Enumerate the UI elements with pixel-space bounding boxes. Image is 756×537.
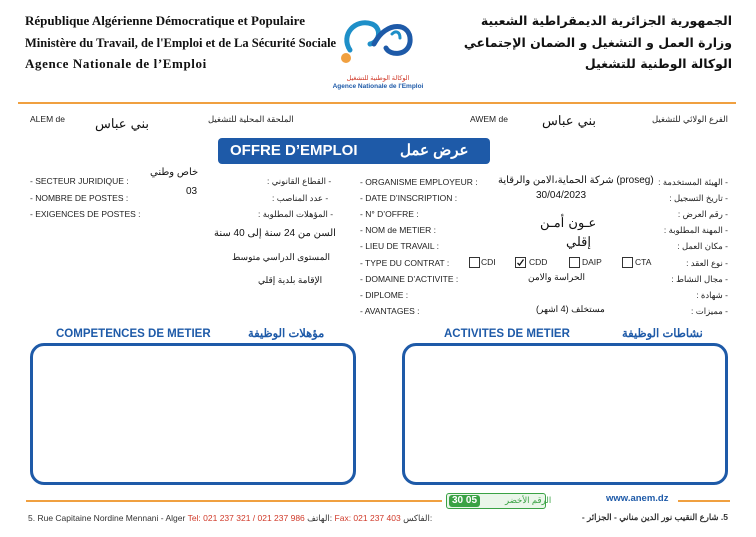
lieu-label: - LIEU DE TRAVAIL : <box>360 241 440 251</box>
green-number-label: الرقم الأخضر <box>505 495 552 505</box>
green-number: 30 05 <box>449 495 480 507</box>
domaine-label-ar: - مجال النشاط : <box>671 274 728 284</box>
tel-label-ar: الهاتف: <box>307 513 333 523</box>
header-ar-republic: الجمهورية الجزائرية الديمقراطية الشعبية <box>480 13 732 28</box>
logo-fr-text: Agence Nationale de l'Emploi <box>332 83 424 90</box>
domaine-label: - DOMAINE D’ACTIVITE : <box>360 274 459 284</box>
avantages-label-ar: - مميزات : <box>690 306 728 316</box>
footer-divider-left <box>26 500 442 502</box>
lieu-value: إقلي <box>566 235 591 250</box>
postes-label-ar: - عدد المناصب : <box>272 193 329 203</box>
contrat-label: - TYPE DU CONTRAT : <box>360 258 450 268</box>
metier-label-ar: - المهنة المطلوبة : <box>663 225 728 235</box>
header-fr-republic: République Algérienne Démocratique et Populaire <box>25 13 305 28</box>
exigence-niveau: المستوى الدراسي متوسط <box>232 252 331 262</box>
date-label-ar: - تاريخ التسجيل : <box>669 193 728 203</box>
offre-emploi-banner <box>218 138 490 164</box>
check-icon <box>516 258 525 267</box>
daip-label: DAIP <box>582 257 602 267</box>
postes-label: - NOMBRE DE POSTES : <box>30 193 129 203</box>
header-fr-agency: Agence Nationale de l’Emploi <box>25 56 207 71</box>
diplome-label: - DIPLOME : <box>360 290 409 300</box>
secteur-label-ar: - القطاع القانوني : <box>267 176 332 186</box>
activites-title-fr: ACTIVITES DE METIER <box>444 328 570 340</box>
exigences-label: - EXIGENCES DE POSTES : <box>30 209 141 219</box>
header-fr-ministry: Ministère du Travail, de l'Emploi et de La Sécurité Sociale <box>25 36 337 50</box>
date-label: - DATE D’INSCRIPTION : <box>360 193 458 203</box>
anem-logo <box>330 10 426 100</box>
num-offre-label: - N° D’OFFRE : <box>360 209 419 219</box>
cdd-checkbox[interactable] <box>515 257 526 268</box>
alem-value: بني عباس <box>95 117 150 132</box>
awem-value: بني عباس <box>542 114 597 129</box>
metier-value: عـون أمـن <box>540 216 597 231</box>
logo-ar-text: الوكالة الوطنية للتشغيل <box>346 75 410 82</box>
cdi-checkbox[interactable] <box>469 257 480 268</box>
organisme-label: - ORGANISME EMPLOYEUR : <box>360 177 478 187</box>
competences-box <box>30 343 356 485</box>
banner-fr: OFFRE D’EMPLOI <box>230 142 358 159</box>
activites-title-ar: نشاطات الوظيفة <box>622 328 703 340</box>
cdi-label: CDI <box>481 257 496 267</box>
activites-box <box>402 343 728 485</box>
cta-label: CTA <box>635 257 652 267</box>
competences-title-ar: مؤهلات الوظيفة <box>248 328 325 340</box>
postes-value: 03 <box>186 186 198 197</box>
fax-number: Fax: 021 237 403 <box>334 513 401 523</box>
footer-address-fr <box>28 513 432 524</box>
avantages-label: - AVANTAGES : <box>360 306 420 316</box>
awem-label: AWEM de <box>470 114 508 124</box>
exigences-label-ar: - المؤهلات المطلوبة : <box>258 209 334 219</box>
header-divider <box>18 102 736 104</box>
address-ar: 5. شارع النقيب نور الدين مناني - الجزائر - <box>581 512 728 522</box>
cta-checkbox[interactable] <box>622 257 633 268</box>
secteur-value: خاص وطني <box>150 167 199 178</box>
metier-label: - NOM de METIER : <box>360 225 437 235</box>
avantages-value: مستخلف (4 اشهر) <box>536 304 605 314</box>
anem-logo-mark <box>330 10 426 72</box>
exigence-age: السن من 24 سنة إلى 40 سنة <box>214 228 336 239</box>
exigence-residence: الإقامة بلدية إقلي <box>258 275 323 285</box>
num-offre-label-ar: - رقم العرض : <box>677 209 728 219</box>
diplome-label-ar: - شهادة : <box>696 290 728 300</box>
competences-title-fr: COMPETENCES DE METIER <box>56 328 211 340</box>
alem-label: ALEM de <box>30 114 65 124</box>
lieu-label-ar: - مكان العمل : <box>677 241 728 251</box>
contrat-label-ar: - نوع العقد : <box>686 258 728 268</box>
cdd-label: CDD <box>529 257 548 267</box>
awem-label-ar: الفرع الولائي للتشغيل <box>651 114 728 124</box>
date-value: 30/04/2023 <box>536 190 587 201</box>
daip-checkbox[interactable] <box>569 257 580 268</box>
fax-label-ar: الفاكس: <box>403 513 433 523</box>
address-fr: 5. Rue Capitaine Nordine Mennani - Alger <box>28 513 186 523</box>
organisme-label-ar: - الهيئة المستخدمة : <box>658 177 728 187</box>
organisme-value: شركة الحماية،الامن والرقاية (proseg) <box>498 175 654 186</box>
tel-number: Tel: 021 237 321 / 021 237 986 <box>187 513 305 523</box>
header-ar-agency: الوكالة الوطنية للتشغيل <box>584 56 732 71</box>
footer-divider-right <box>678 500 730 502</box>
secteur-label: - SECTEUR JURIDIQUE : <box>30 176 129 186</box>
banner-ar: عرض عمل <box>400 142 469 159</box>
website-link[interactable]: www.anem.dz <box>606 493 669 504</box>
green-number-badge <box>446 493 552 509</box>
header-ar-ministry: وزارة العمل و التشغيل و الضمان الإجتماعي <box>463 35 732 50</box>
alem-label-ar: الملحقة المحلية للتشغيل <box>208 114 294 124</box>
domaine-value: الحراسة والامن <box>528 272 586 282</box>
